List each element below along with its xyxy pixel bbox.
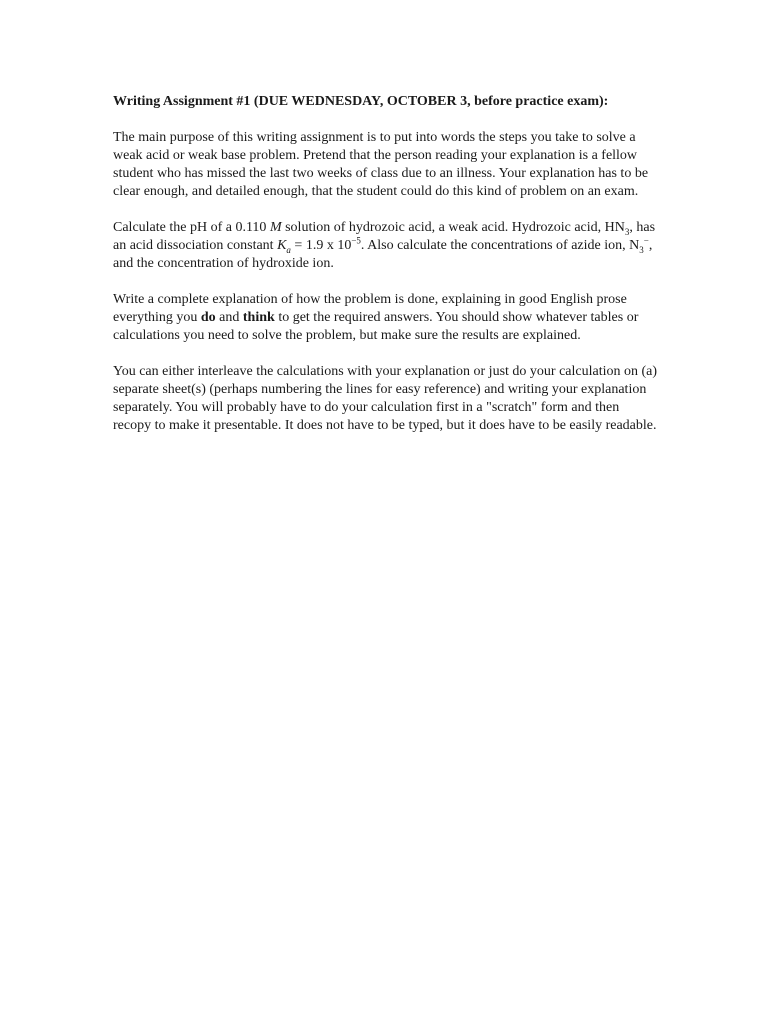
explanation-text-c: to get the required answers. You should show whatever tables or calculations you need to solve the problem, but make sure the results are explained. [113,310,639,343]
ka-symbol: K [277,238,287,253]
problem-text-d: = 1.9 x 10 [290,238,352,253]
azide-charge: − [643,235,649,246]
problem-text-b: solution of hydrozoic acid, a weak acid. Hydrozoic acid, HN [281,220,625,235]
think-emphasis: think [242,310,275,325]
do-emphasis: do [200,310,216,325]
explanation-text-b: and [215,310,243,325]
azide-subscript: 3 [639,244,644,255]
purpose-paragraph: The main purpose of this writing assignment is to put into words the steps you take to solve a weak acid or weak base problem. Pretend that the person reading your explanation is a fellow student who has missed the last two weeks of class due to an illness. Your explanation has to be clear enough, and detailed enough, that the student could do this kind of problem on an exam. [113,130,649,199]
explanation-text-a: Write a complete explanation of how the problem is done, explaining in good English prose everything you [113,292,627,325]
problem-text-f: , and the concentration of hydroxide ion. [113,238,653,271]
ka-subscript: a [286,244,291,255]
problem-text-e: . Also calculate the concentrations of azide ion, N [360,238,640,253]
problem-paragraph [113,219,658,273]
assignment-title: Writing Assignment #1 (DUE WEDNESDAY, OCTOBER 3, before practice exam): [113,94,609,109]
problem-text-a: Calculate the pH of a 0.110 [113,220,270,235]
hn3-subscript: 3 [624,226,630,237]
molar-symbol: M [269,220,282,235]
explanation-paragraph [113,291,658,345]
format-paragraph: You can either interleave the calculations with your explanation or just do your calculation on (a) separate sheet(s) (perhaps numbering the lines for easy reference) and writing your explanation separately. You will probably have to do your calculation first in a "scratch" form and then recopy to make it presentable. It does not have to be typed, but it does have to be easily readable. [113,364,658,433]
document-page [113,93,658,453]
problem-text-c: , has an acid dissociation constant [113,220,656,253]
ka-exponent: −5 [351,235,361,246]
